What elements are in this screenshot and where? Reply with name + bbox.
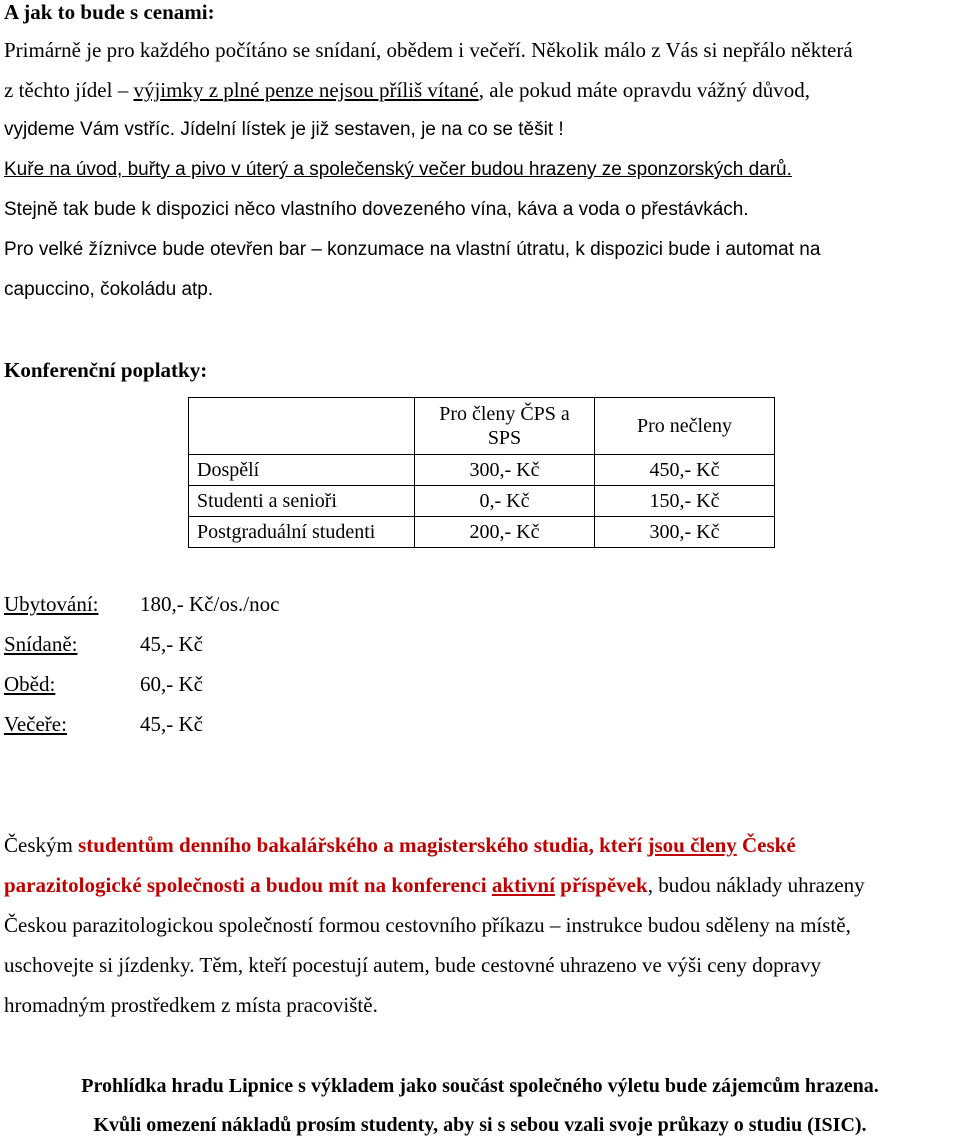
travel-line-2	[4, 873, 865, 897]
fee-nonmembers: 150,- Kč	[595, 486, 775, 517]
price-value-lunch: 60,- Kč	[140, 672, 203, 696]
travel-line-2-b: aktivní	[491, 873, 555, 897]
fee-label: Dospělí	[189, 455, 415, 486]
travel-line-1-c: jsou členy	[647, 833, 737, 857]
fee-members: 200,- Kč	[415, 517, 595, 548]
price-value-accommodation: 180,- Kč/os./noc	[140, 592, 280, 616]
travel-line-2-a: parazitologické společnosti a budou mít na konferenci	[4, 873, 492, 897]
food-line-4: Kuře na úvod, buřty a pivo v úterý a společenský večer budou hrazeny ze sponzorských darů.	[4, 159, 792, 180]
fees-heading: Konferenční poplatky:	[4, 358, 208, 382]
fees-header-row	[189, 398, 775, 455]
food-line-1: Primárně je pro každého počítáno se snídaní, obědem i večeří. Několik málo z Vás si nepřálo některá	[4, 38, 853, 62]
price-label-accommodation: Ubytování:	[4, 592, 99, 616]
fee-label: Studenti a senioři	[189, 486, 415, 517]
food-line-6: Pro velké žíznivce bude otevřen bar – konzumace na vlastní útratu, k dispozici bude i automat na	[4, 239, 821, 260]
fee-nonmembers: 300,- Kč	[595, 517, 775, 548]
footer-line-1: Prohlídka hradu Lipnice s výkladem jako součást společného výletu bude zájemcům hrazena.	[81, 1075, 879, 1097]
travel-line-4: uschovejte si jízdenky. Těm, kteří pocestují autem, bude cestovné uhrazeno ve výši ceny dopravy	[4, 953, 822, 977]
price-value-dinner: 45,- Kč	[140, 712, 203, 736]
price-label-dinner: Večeře:	[4, 712, 67, 736]
footer-line-2: Kvůli omezení nákladů prosím studenty, aby si s sebou vzali svoje průkazy o studiu (ISIC).	[93, 1114, 867, 1136]
table-row	[189, 486, 775, 517]
fees-header-members	[415, 398, 595, 455]
travel-line-1-d: České	[736, 833, 796, 857]
fee-members: 300,- Kč	[415, 455, 595, 486]
food-line-2-underlined: výjimky z plné penze nejsou příliš vítané	[133, 78, 479, 102]
fee-members: 0,- Kč	[415, 486, 595, 517]
travel-line-5: hromadným prostředkem z místa pracoviště.	[4, 993, 378, 1017]
food-line-2-a: z těchto jídel –	[4, 78, 134, 102]
fees-header-members-1: Pro členy ČPS a	[439, 403, 570, 425]
food-line-2	[4, 78, 810, 102]
food-line-2-c: , ale pokud máte opravdu vážný důvod,	[478, 78, 810, 102]
fees-table	[188, 397, 775, 548]
travel-line-2-c: příspěvek	[554, 873, 648, 897]
fees-header-nonmembers: Pro nečleny	[595, 398, 775, 455]
price-label-lunch: Oběd:	[4, 672, 56, 696]
travel-line-2-d: , budou náklady uhrazeny	[647, 873, 865, 897]
food-line-3: vyjdeme Vám vstříc. Jídelní lístek je již sestaven, je na co se těšit !	[4, 119, 564, 140]
price-value-breakfast: 45,- Kč	[140, 632, 203, 656]
travel-line-1-b: studentům denního bakalářského a magisterského studia, kteří	[78, 833, 648, 857]
price-label-breakfast: Snídaně:	[4, 632, 78, 656]
fee-nonmembers: 450,- Kč	[595, 455, 775, 486]
travel-line-1	[4, 833, 796, 857]
food-line-7: capuccino, čokoládu atp.	[4, 279, 214, 300]
fee-label: Postgraduální studenti	[189, 517, 415, 548]
table-row	[189, 517, 775, 548]
food-line-5: Stejně tak bude k dispozici něco vlastního dovezeného vína, káva a voda o přestávkách.	[4, 199, 749, 220]
fees-header-members-2: SPS	[487, 427, 522, 449]
table-row	[189, 455, 775, 486]
fees-header-empty	[189, 398, 415, 455]
travel-line-1-a: Českým	[4, 833, 79, 857]
food-heading: A jak to bude s cenami:	[4, 0, 215, 24]
travel-line-3: Českou parazitologickou společností formou cestovního příkazu – instrukce budou sděleny na místě,	[4, 913, 851, 937]
